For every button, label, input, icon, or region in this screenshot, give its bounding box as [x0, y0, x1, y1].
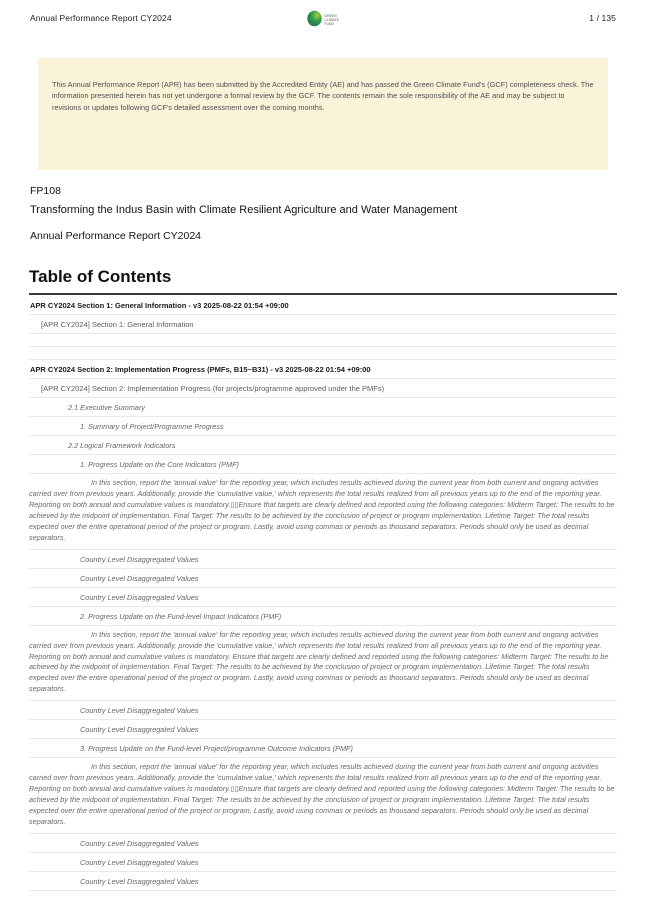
toc-entry-level2[interactable]: 2.1 Executive Summary	[29, 398, 617, 417]
page-number-indicator: 1 / 135	[589, 13, 616, 23]
toc-entry-level3[interactable]: 2. Progress Update on the Fund-level Impact Indicators (PMF)	[29, 607, 617, 626]
toc-entry-level3[interactable]: 3. Progress Update on the Fund-level Project/programme Outcome Indicators (PMF)	[29, 739, 617, 758]
page-header	[0, 0, 646, 34]
toc-section-header[interactable]: APR CY2024 Section 1: General Information - v3 2025-08-22 01:54 +09:00	[29, 296, 617, 315]
toc-entry-level2[interactable]: 2.2 Logical Framework Indicators	[29, 436, 617, 455]
toc-heading: Table of Contents	[29, 267, 617, 295]
toc-entry-level3[interactable]: 1. Progress Update on the Core Indicators (PMF)	[29, 455, 617, 474]
toc-description-paragraph: In this section, report the 'annual value' for the reporting year, which includes results achieved during the current year from both current and ongoing activities carried over from previous years. Additionally, provide the 'cumulative value,' which represents the total results realized from all previous years up to the end of the reporting year. Reporting on both annual and cumulative values is mandatory.▯▯Ensure that targets are clearly defined and reported using the following categories: Midterm Target: The results to be achieved by the midpoint of implementation. Final Target: The results to be achieved by the conclusion of project or program implementation. Lifetime Target: The total results expected over the entire operational period of the project or program. Lastly, avoid using commas or periods as thousand separators. Periods should only be used as decimal separators.	[29, 758, 617, 834]
project-code: FP108	[30, 185, 61, 197]
toc-entry-level3[interactable]: 1. Summary of Project/Programme Progress	[29, 417, 617, 436]
toc-section-header[interactable]: APR CY2024 Section 2: Implementation Progress (PMFs, B15~B31) - v3 2025-08-22 01:54 +09:00	[29, 360, 617, 379]
toc-entry-level4[interactable]: Country Level Disaggregated Values	[29, 853, 617, 872]
toc-entry-level4[interactable]: Country Level Disaggregated Values	[29, 720, 617, 739]
title-block	[30, 185, 616, 242]
toc-section-entry[interactable]: [APR CY2024] Section 1: General Information	[29, 315, 617, 334]
logo-text-line2: CLIMATE	[324, 18, 339, 22]
toc-description-paragraph: In this section, report the 'annual value' for the reporting year, which includes results achieved during the current year from both current and ongoing activities carried over from previous years. Additionally, provide the 'cumulative value,' which represents the total results realized from all previous years up to the end of the reporting year. Reporting on both annual and cumulative values is mandatory. Ensure that targets are clearly defined and reported using the following categories: Midterm Target: The results to be achieved by the midpoint of implementation. Final Target: The results to be achieved by the conclusion of project or program implementation. Lifetime Target: The total results expected over the entire operational period of the project or program. Lastly, avoid using commas or periods as thousand separators. Periods should only be used as decimal separators.	[29, 626, 617, 702]
toc-blank-row	[29, 334, 617, 347]
logo-text-line1: GREEN	[324, 14, 337, 18]
toc-blank-row	[29, 347, 617, 360]
report-title: Annual Performance Report CY2024	[30, 230, 202, 242]
toc-entry-level4[interactable]: Country Level Disaggregated Values	[29, 588, 617, 607]
toc-entry-level4[interactable]: Country Level Disaggregated Values	[29, 834, 617, 853]
submission-notice-text: This Annual Performance Report (APR) has been submitted by the Accredited Entity (AE) and has passed the Green Climate Fund's (GCF) completeness check. The information presented herein has not yet undergone a formal review by the GCF. The contents remain the sole responsibility of the AE and may be subject to revisions or updates following GCF's detailed assessment over the coming months.	[52, 80, 594, 112]
submission-notice-box	[38, 58, 608, 170]
toc-description-paragraph: In this section, report the 'annual value' for the reporting year, which includes results achieved during the current year from both current and ongoing activities carried over from previous years. Additionally, provide the 'cumulative value,' which represents the total results realized from all previous years up to the end of the reporting year. Reporting on both annual and cumulative values is mandatory.▯▯Ensure that targets are clearly defined and reported using the following categories: Midterm Target: The results to be achieved by the midpoint of implementation. Final Target: The results to be achieved by the conclusion of project or program implementation. Lifetime Target: The total results expected over the entire operational period of the project or program. Lastly, avoid using commas or periods as thousand separators. Periods should only be used as decimal separators.	[29, 474, 617, 550]
toc-entry-level4[interactable]: Country Level Disaggregated Values	[29, 701, 617, 720]
toc-section-entry[interactable]: [APR CY2024] Section 2: Implementation Progress (for projects/programme approved under the PMFs)	[29, 379, 617, 398]
logo-text-line3: FUND	[324, 22, 334, 26]
toc-entry-level4[interactable]: Country Level Disaggregated Values	[29, 872, 617, 891]
header-title: Annual Performance Report CY2024	[30, 13, 172, 23]
green-climate-fund-logo-icon	[305, 8, 341, 35]
toc-entry-level4[interactable]: Country Level Disaggregated Values	[29, 550, 617, 569]
project-title: Transforming the Indus Basin with Climate Resilient Agriculture and Water Management	[30, 204, 458, 216]
toc-entry-level4[interactable]: Country Level Disaggregated Values	[29, 569, 617, 588]
table-of-contents	[29, 296, 617, 891]
